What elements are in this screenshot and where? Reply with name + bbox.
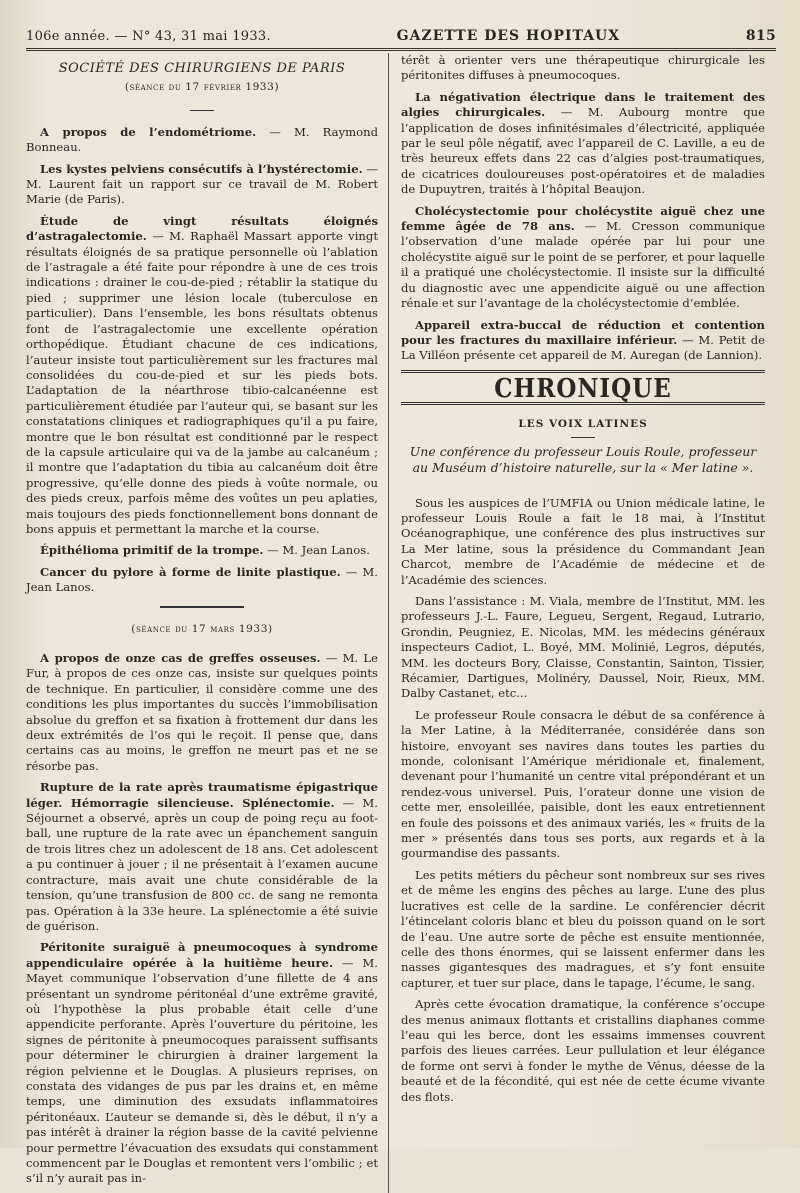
year-label: 106e année. (26, 29, 110, 44)
article-negativation (401, 90, 765, 198)
article-text: — M. Le Fur, à propos de ces onze cas, insiste sur quelques points de technique. En particulier, il considère comme une des conditions les plus importantes du succès l’immobilisation absolue du greffon et sa fixation à frottement dur dans les deux extrémités de l’os qui le reçoit. Il pense que, dans certains cas au moins, le greffon ne meurt pas et ne se résorbe pas. (26, 651, 378, 773)
article-cholecystectomie (401, 204, 765, 312)
article-title: Épithélioma primitif de la trompe. (40, 543, 264, 558)
article-endometriome (26, 125, 378, 156)
session-date-1: (séance du 17 février 1933) (124, 81, 280, 94)
article-rate (26, 780, 378, 934)
article-peritonite (26, 940, 378, 1187)
session-date-2: (séance du 17 mars 1933) (131, 622, 273, 635)
article-title: Étude de vingt résultats éloignés d’astragalectomie. (26, 213, 378, 244)
article-text: — M. Séjournet a observé, après un coup de poing reçu au foot-ball, une rupture de la rate avec un épanchement sanguin de trois litres chez un adolescent de 18 ans. Cet adolescent a pu continuer à jouer ; il ne présentait à l’examen aucune contracture, mais avait une chute considérable de la tension, qu’une transfusion de 800 cc. de sang ne remonta pas. Opération à la 33e heure. La splénectomie a été suivie de guérison. (26, 795, 378, 933)
article-greffes (26, 651, 378, 774)
article-title: A propos de onze cas de greffes osseuses. (40, 651, 321, 665)
page-number: 815 (745, 28, 776, 44)
divider (571, 437, 595, 438)
page-header (26, 14, 776, 44)
article-text: — M. Jean Lanos. (26, 564, 378, 595)
article-text: — M. Petit de La Villéon présente cet appareil de M. Auregan (de Lannion). (401, 332, 766, 363)
article-text: — M. Cresson communique l’observation d’une malade opérée par lui pour une cholécystite aiguë sur le point de se perforer, et pour laquelle il a pratiqué une cholécystectomie. Il insiste sur la difficulté du diagnostic avec une appendicite aiguë ou une affection rénale et sur l’avantage de la cholécystectomie d’emblée. (401, 219, 765, 311)
article-text: — M. Laurent fait un rapport sur ce travail de M. Robert Marie (de Paris). (26, 161, 379, 207)
paragraph: Après cette évocation dramatique, la conférence s’occupe des menus animaux flottants et cristallins diaphanes comme l’eau qui les berce, dont les essaims immenses couvrent parfois des lieues carrées. Leur pullulation et leur élégance de forme ont servi à fonder le mythe de Vénus, déesse de la beauté et de la fécondité, qui est née de cette écume vivante des flots. (401, 997, 765, 1104)
article-text: — M. Raphaël Massart apporte vingt résultats éloignés de sa pratique personnelle où l’ablation de l’astragale a été faite pour répondre à une de ces trois indications : drainer le cou-de-pied ; rétablir la statique du pied ; supprimer une lésion locale (tuberculose en particulier). Dans l’ensemble, les bons résultats obtenus font de l’astragalectomie une excellente opération orthopédique. Étudiant chacune de ces indications, l’auteur insiste tout particulièrement sur les fractures mal consolidées du cou-de-pied et sur les pieds bots. L’adaptation de la néarthrose tibio-calcanéenne est particulièrement étudiée par l’auteur qui, se basant sur les constatations cliniques et radiographiques qu’il a pu faire, montre que le bon résultat est conditionné par le respect de la capsule articulaire qui va de la jambe au calcanéum ; il montre que l’adaptation du tibia au calcanéum doit être progressive, qu’elle donne des pieds à voûte normale, ou des pieds creux, parfois même des voûtes un peu aplaties, mais toujours des pieds fonctionnellement bons donnant de bons appuis et permettant la marche et la course. (26, 229, 378, 536)
article-epithelioma (26, 543, 378, 558)
article-title: A propos de l’endométriome. (40, 124, 257, 139)
article-text: — M. Mayet communique l’observation d’une fillette de 4 ans présentant un syndrome péritonéal d’une extrême gravité, où l’hypothèse la plus probable était celle d’une appendicite perforante. Après l’ouverture du péritoine, les signes de péritonite à pneumocoques paraissent suffisants pour déterminer le chirurgien à drainer largement la région pelvienne et le Douglas. A plusieurs reprises, on constata des vidanges de pus par les drains et, en même temps, une diminution des exsudats inflammatoires péritonéaux. L’auteur se demande si, dès le début, il n’y a pas intérêt à drainer la région basse de la cavité pelvienne pour permettre l’évacuation des exsudats qui constamment commencent par le Douglas et remontent vers l’ombilic ; et s’il n’y aurait pas in- (26, 955, 378, 1186)
issue-info (26, 29, 271, 44)
article-title: Cholécystectomie pour cholécystite aiguë chez une femme âgée de 78 ans. (401, 203, 765, 234)
article-text: — M. Jean Lanos. (263, 543, 370, 558)
society-heading: SOCIÉTÉ DES CHIRURGIENS DE PARIS (58, 61, 346, 76)
paragraph: Sous les auspices de l’UMFIA ou Union médicale latine, le professeur Louis Roule a fait le 18 mai, à l’Institut Océanographique, une conférence des plus instructives sur La Mer latine, sous la présidence du Commandant Jean Charcot, membre de l’Académie de médecine et de l’Académie des sciences. (401, 495, 765, 587)
article-title: La négativation électrique dans le traitement des algies chirurgicales. (401, 89, 765, 120)
divider (160, 606, 244, 608)
left-column (26, 53, 388, 1193)
paragraph: Le professeur Roule consacra le début de sa conférence à la Mer Latine, à la Méditerranée, considérée dans son histoire, envoyant ses navires dans toutes les parties du monde, colonisant l’Amérique méridionale et, finalement, devenant pour l’humanité un centre vital prépondérant et un rendez-vous universel. Puis, l’orateur donne une vision de cette mer, ensoleillée, paisible, dont les eaux entretiennent en foule des poissons et des animaux variés, les « fruits de la mer » présentés dans tous ses ports, aux regards et à la gourmandise des passants. (401, 707, 765, 861)
article-appareil (401, 318, 765, 364)
chronique-heading: CHRONIQUE (494, 372, 672, 404)
paragraph: Les petits métiers du pêcheur sont nombreux sur ses rives et de même les engins des pêches au large. L’une des plus lucratives est celle de la sardine. Le conférencier décrit l’étincelant coloris blanc et bleu du poisson quand on le sort de l’eau. Une autre sorte de pêche est ensuite mentionnée, celle des thons énormes, qui se laissent enfermer dans les nasses gigantesques des madragues, et s’y font ensuite capturer, et tuer sur place, dans le tapage, l’écume, le sang. (401, 867, 765, 990)
conference-title: Une conférence du professeur Louis Roule, professeur au Muséum d’histoire naturelle, sur la « Mer latine ». (409, 443, 757, 475)
article-title: Péritonite suraiguë à pneumocoques à syndrome appendiculaire opérée à la huitième heure. (26, 940, 378, 970)
article-continuation: térêt à orienter vers une thérapeutique chirurgicale les péritonites diffuses à pneumocoques. (401, 53, 765, 83)
article-title: Appareil extra-buccal de réduction et contention pour les fractures du maxillaire inférieur. (401, 317, 765, 347)
header-rule (26, 48, 776, 51)
right-column (388, 53, 765, 1193)
paragraph: Dans l’assistance : M. Viala, membre de l’Institut, MM. les professeurs J.-L. Faure, Legueu, Sergent, Regaud, Lutrario, Grondin, Peugniez, E. Nicolas, MM. les médecins généraux inspecteurs Cadiot, L. Boyé, MM. Molinié, Legros, députés, MM. les docteurs Bory, Claisse, Constantin, Sainton, Tissier, Récamier, Dartigues, Molinéry, Daussel, Noir, Rieux, MM. Dalby Castanet, etc... (401, 593, 765, 701)
article-astragalectomie (26, 214, 378, 538)
section-subheading: LES VOIX LATINES (518, 418, 648, 431)
article-title: Rupture de la rate après traumatisme épigastrique léger. Hémorragie silencieuse. Splénectomie. (26, 780, 378, 810)
article-text: — M. Aubourg montre que l’application de doses infinitésimales d’électricité, appliquée par le seul pôle négatif, avec l’appareil de C. Laville, a eu de très heureux effets dans 22 cas d’algies post-traumatiques, de cicatrices douloureuses post-opératoires et de maladies de Dupuytren, traités à l’hôpital Beaujon. (401, 105, 765, 197)
article-cancer-pylore (26, 565, 378, 596)
article-text: — M. Raymond Bonneau. (26, 124, 378, 155)
article-kystes (26, 162, 378, 208)
divider (190, 110, 214, 111)
article-title: Les kystes pelviens consécutifs à l’hystérectomie. (40, 161, 363, 176)
issue-label: — N° 43, 31 mai 1933. (114, 29, 271, 44)
article-title: Cancer du pylore à forme de linite plastique. (40, 564, 341, 579)
journal-title: GAZETTE DES HOPITAUX (396, 28, 621, 44)
two-column-body (26, 53, 776, 1193)
